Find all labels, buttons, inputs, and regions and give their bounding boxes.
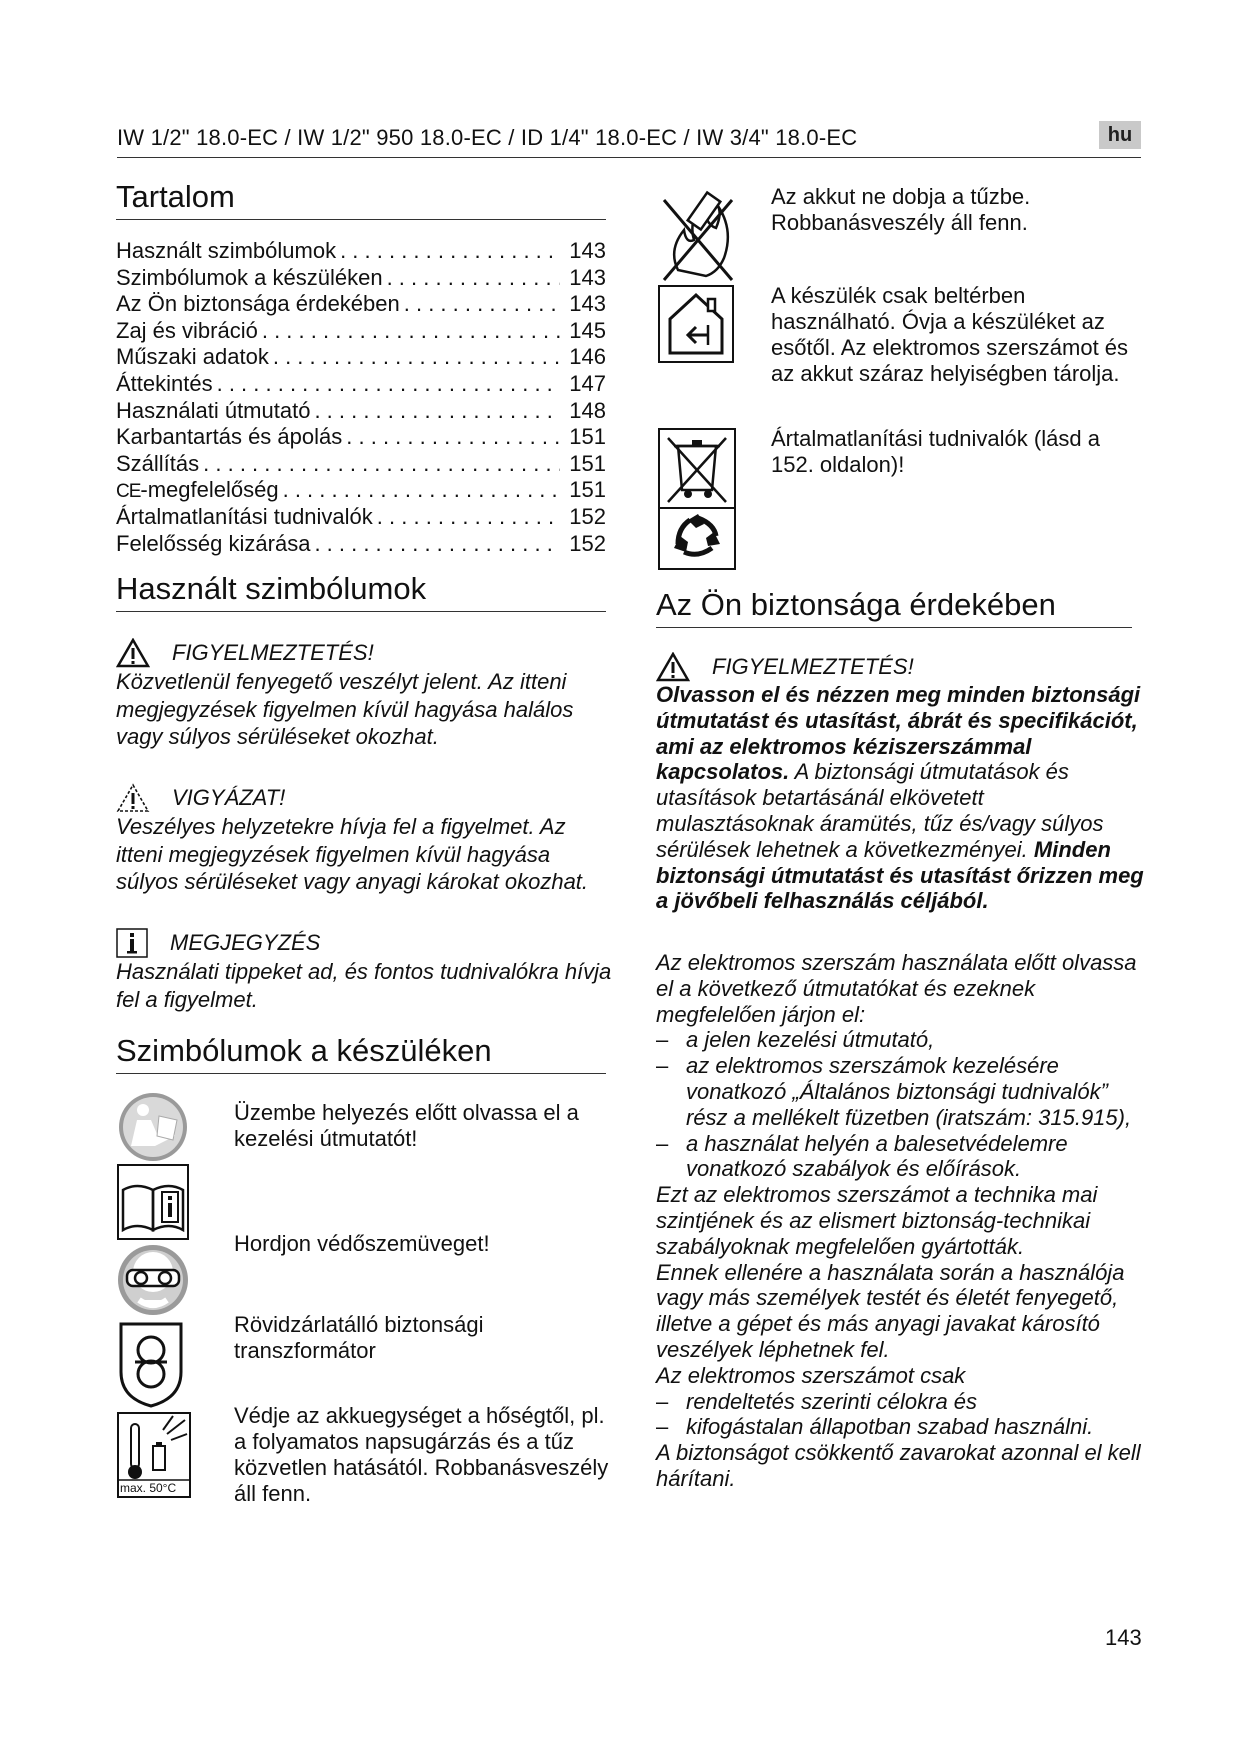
toc-entry-label: Karbantartás és ápolás bbox=[116, 424, 343, 450]
toc-leader-dots bbox=[373, 504, 560, 531]
page-header bbox=[117, 121, 1141, 158]
toc-entry-label: Használati útmutató bbox=[116, 397, 311, 423]
toc-entry-page: 151 bbox=[569, 424, 606, 450]
device-symbol-text: Rövidzárlatálló biztonsági transzformátor bbox=[234, 1312, 484, 1363]
toc-entry[interactable] bbox=[116, 424, 606, 451]
warning-text: Közvetlenül fenyegető veszélyt jelent. Az itteni megjegyzések figyelmen kívül hagyása halálos vagy súlyos sérüléseket okozhat. bbox=[116, 669, 574, 749]
transformer-icon bbox=[117, 1320, 185, 1408]
toc-entry[interactable] bbox=[116, 398, 606, 425]
right-symbol-text: Ártalmatlanítási tudnivalók (lásd a 152. oldalon)! bbox=[771, 426, 1100, 477]
recycle-icon bbox=[658, 428, 736, 570]
toc-entry[interactable] bbox=[116, 371, 606, 398]
toc-entry-label: Használt szimbólumok bbox=[116, 238, 337, 263]
toc-entry-page: 152 bbox=[569, 503, 606, 529]
note-block bbox=[116, 928, 616, 1013]
toc-entry-label: Műszaki adatok bbox=[116, 344, 269, 370]
safety-heading: Az Ön biztonsága érdekében bbox=[656, 586, 1132, 628]
warning-triangle-icon bbox=[116, 638, 150, 668]
toc-entry-label: Az Ön biztonsága érdekében bbox=[116, 291, 400, 317]
safety-paragraph: Ennek ellenére a használata során a használója vagy más személyek testét és életét fenyegető, illetve a gépet és más anyagi javakat károsító veszélyek léphetnek fel. bbox=[656, 1259, 1125, 1362]
toc-entry-label: CE-megfelelőség bbox=[116, 477, 279, 503]
list-item: – rendeltetés szerinti célokra és bbox=[656, 1388, 978, 1414]
toc-leader-dots bbox=[213, 371, 560, 398]
toc-leader-dots bbox=[199, 451, 560, 478]
toc-entry-label: Áttekintés bbox=[116, 370, 213, 396]
toc-entry-page: 143 bbox=[569, 238, 606, 263]
toc-leader-dots bbox=[400, 291, 560, 318]
device-symbol-text: Védje az akkuegységet a hőségtől, pl. a folyamatos napsugárzás és a tűz közvetlen hatásától. Robbanásveszély áll fenn. bbox=[234, 1403, 609, 1506]
toc-entry-label: Szimbólumok a készüléken bbox=[116, 264, 383, 290]
toc-entry-page: 145 bbox=[569, 317, 606, 343]
safety-goggles-icon bbox=[117, 1244, 189, 1316]
list-item: – a használat helyén a balesetvédelemre vonatkozó szabályok és előírások. bbox=[656, 1130, 1068, 1182]
toc-entry[interactable] bbox=[116, 504, 606, 531]
safety-warning-text bbox=[656, 682, 1146, 914]
caution-block bbox=[116, 783, 616, 896]
note-text: Használati tippeket ad, és fontos tudnivalókra hívja fel a figyelmet. bbox=[116, 959, 612, 1012]
toc-entry[interactable] bbox=[116, 238, 606, 265]
caution-text: Veszélyes helyzetekre hívja fel a figyelmet. Az itteni megjegyzések figyelmen kívül hagyása súlyos sérüléseket vagy anyagi károkat okozhat. bbox=[116, 814, 589, 894]
list-item: – a jelen kezelési útmutató, bbox=[656, 1027, 935, 1053]
right-symbol-text: A készülék csak beltérben használható. Óvja a készüléket az esőtől. Az elektromos szerszámot és az akkut száraz helyiségben tárolja. bbox=[771, 283, 1129, 386]
caution-title: VIGYÁZAT! bbox=[172, 785, 286, 811]
toc-leader-dots bbox=[279, 477, 560, 504]
toc-heading: Tartalom bbox=[116, 178, 606, 220]
toc-entry-page: 151 bbox=[569, 477, 606, 503]
toc-entry-page: 146 bbox=[569, 344, 606, 370]
ce-mark-icon: CE bbox=[116, 481, 141, 503]
toc-entry-page: 152 bbox=[569, 530, 606, 556]
toc-leader-dots bbox=[310, 398, 560, 425]
safety-paragraph: Az elektromos szerszámot csak bbox=[656, 1362, 966, 1388]
device-symbols-heading: Szimbólumok a készüléken bbox=[116, 1032, 606, 1074]
safety-paragraph: Ezt az elektromos szerszámot a technika mai szintjének és az elismert biztonság-technikai szabályoknak megfelelően gyártották. bbox=[656, 1182, 1098, 1259]
warning-title: FIGYELMEZTETÉS! bbox=[172, 640, 374, 666]
warning-block bbox=[116, 638, 616, 751]
toc-leader-dots bbox=[342, 424, 560, 451]
toc-entry-page: 151 bbox=[569, 450, 606, 476]
list-item: – az elektromos szerszámok kezelésére vonatkozó „Általános biztonsági tudnivalók” rész a mellékelt füzetben (iratszám: 315.915), bbox=[656, 1053, 1132, 1130]
toc-leader-dots bbox=[269, 344, 560, 371]
caution-triangle-icon bbox=[116, 783, 150, 813]
read-manual-icon bbox=[117, 1090, 189, 1240]
toc-entry[interactable] bbox=[116, 344, 606, 371]
safety-warning-title: FIGYELMEZTETÉS! bbox=[712, 654, 914, 680]
max-temp-label: max. 50°C bbox=[120, 1481, 177, 1495]
safety-warning-bold: Minden biztonsági útmutatást és utasítást őrizzen meg a jövőbeli felhasználás céljából. bbox=[656, 836, 1144, 914]
toc-entry-label: Zaj és vibráció bbox=[116, 317, 258, 343]
toc-entry[interactable] bbox=[116, 451, 606, 478]
toc-entry-label: Felelősség kizárása bbox=[116, 530, 311, 556]
toc-entry[interactable] bbox=[116, 265, 606, 292]
safety-warning-block bbox=[656, 652, 1146, 914]
toc-entry-page: 143 bbox=[569, 291, 606, 317]
toc-leader-dots bbox=[310, 531, 560, 558]
device-symbol-text: Hordjon védőszemüveget! bbox=[234, 1231, 490, 1256]
toc-entry[interactable] bbox=[116, 477, 606, 504]
no-fire-battery-icon bbox=[658, 180, 738, 284]
header-title: IW 1/2" 18.0-EC / IW 1/2" 950 18.0-EC / ID 1/4" 18.0-EC / IW 3/4" 18.0-EC bbox=[117, 125, 858, 150]
indoor-use-icon bbox=[658, 285, 734, 363]
symbols-used-heading: Használt szimbólumok bbox=[116, 570, 606, 612]
language-badge: hu bbox=[1099, 121, 1141, 149]
toc-entry-page: 143 bbox=[569, 264, 606, 290]
list-item: – kifogástalan állapotban szabad használni. bbox=[656, 1414, 1094, 1440]
toc-entry[interactable] bbox=[116, 291, 606, 318]
safety-warning-plain: A biztonsági útmutatások és utasítások betartásánál elkövetett mulasztásoknak áramütés, tűz és/vagy súlyos sérülések lehetnek a következményei. bbox=[656, 759, 1104, 862]
device-symbol-text: Üzembe helyezés előtt olvassa el a kezelési útmutatót! bbox=[234, 1100, 579, 1151]
toc-entry-page: 148 bbox=[569, 397, 606, 423]
toc-entry-label: Ártalmatlanítási tudnivalók bbox=[116, 503, 373, 529]
toc-entry-label: Szállítás bbox=[116, 450, 200, 476]
toc-leader-dots bbox=[258, 318, 560, 345]
note-title: MEGJEGYZÉS bbox=[170, 930, 321, 956]
heat-protection-icon bbox=[117, 1412, 191, 1498]
right-symbol-text: Az akkut ne dobja a tűzbe. Robbanásveszély áll fenn. bbox=[771, 184, 1031, 235]
safety-body bbox=[656, 950, 1146, 1492]
toc-entry[interactable] bbox=[116, 318, 606, 345]
toc-entry-page: 147 bbox=[569, 370, 606, 396]
toc-entry[interactable] bbox=[116, 531, 606, 558]
table-of-contents bbox=[116, 238, 606, 557]
safety-intro: Az elektromos szerszám használata előtt olvassa el a következő útmutatókat és ezeknek megfelelően járjon el: bbox=[656, 950, 1137, 1027]
warning-triangle-icon bbox=[656, 652, 690, 682]
safety-warning-bold: Olvasson el és nézzen meg minden biztonsági útmutatást és utasítást, ábrát és specifikációt, ami az elektromos kéziszerszámmal kapcsolatos. bbox=[656, 682, 1141, 785]
toc-leader-dots bbox=[336, 238, 560, 265]
page-number: 143 bbox=[1105, 1625, 1142, 1650]
safety-paragraph: A biztonságot csökkentő zavarokat azonnal el kell hárítani. bbox=[656, 1440, 1141, 1491]
info-icon bbox=[116, 928, 148, 958]
toc-leader-dots bbox=[383, 265, 560, 292]
